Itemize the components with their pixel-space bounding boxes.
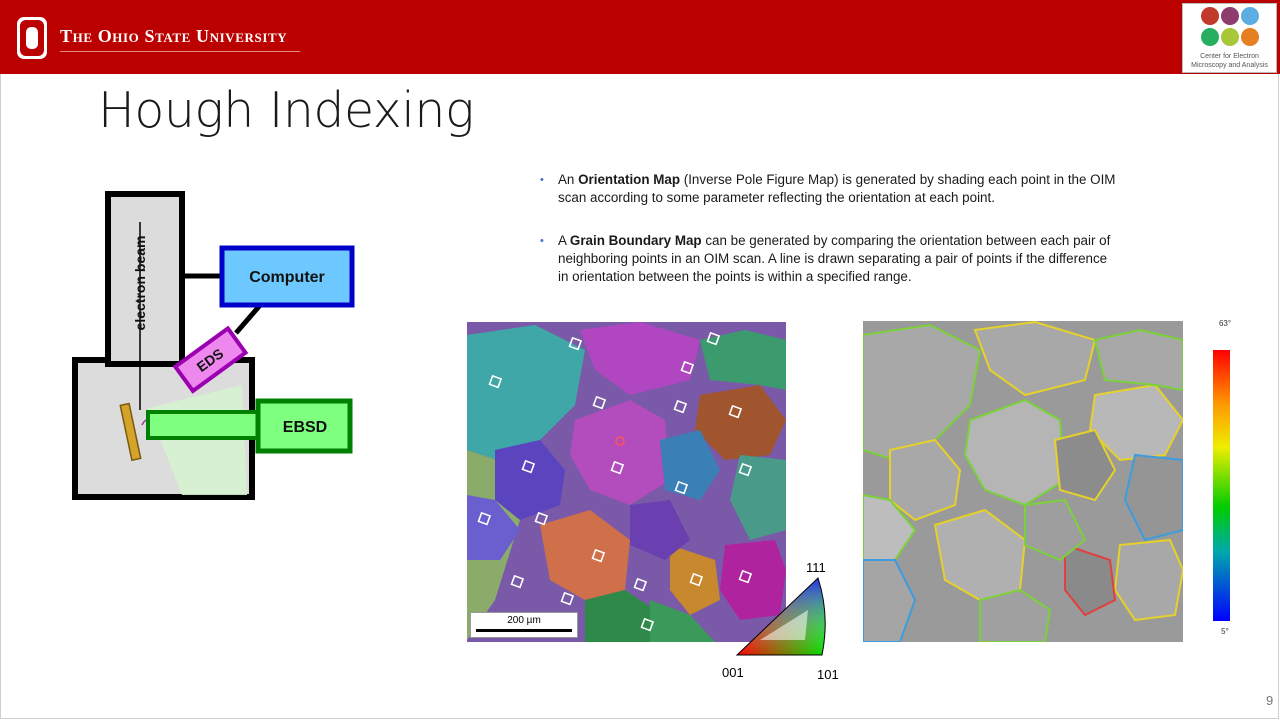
center-logo-graphic (1183, 4, 1276, 52)
page-number: 9 (1266, 693, 1274, 708)
center-logo-name: Center for Electron Microscopy and Analysis (1191, 53, 1268, 69)
bullet-dot: • (540, 174, 544, 186)
computer-label: Computer (249, 269, 325, 286)
osu-block-o-logo (16, 16, 48, 60)
ebsd-probe (148, 412, 263, 438)
ipf-color-key (735, 575, 830, 660)
eds-label: EDS (193, 345, 227, 375)
ipf-label-001: 001 (722, 665, 744, 680)
ipf-label-101: 101 (817, 667, 839, 682)
colorbar-min-label: 5° (1221, 627, 1229, 636)
header-divider (60, 51, 300, 52)
ipf-label-111: 111 (806, 560, 826, 575)
university-name: The Ohio State University (60, 26, 288, 46)
bullet-term: Grain Boundary Map (569, 233, 702, 248)
ebsd-label: EBSD (282, 419, 328, 436)
bullet-grain-boundary-map (540, 232, 1120, 304)
center-logo (1182, 3, 1277, 73)
scale-bar (470, 612, 578, 638)
bullet-text: An Orientation Map (Inverse Pole Figure Map) is generated by shading each point in the OIM scan according to some parameter reflecting the orientation at each point. (558, 172, 1116, 205)
scale-bar-label: 200 µm (507, 615, 541, 626)
electron-beam-label: electron beam (132, 235, 148, 331)
header-bar (0, 0, 1280, 74)
misorientation-colorbar (1213, 350, 1230, 621)
grain-boundary-map (863, 321, 1183, 642)
grain-outline (1095, 330, 1183, 390)
slide-title: Hough Indexing (98, 82, 474, 139)
bullet-dot: • (540, 235, 544, 247)
scale-bar-line (476, 629, 572, 632)
colorbar-max-label: 63° (1218, 319, 1232, 328)
bullet-orientation-map (540, 171, 1120, 211)
bullet-term: Orientation Map (578, 172, 681, 187)
bullet-text: A Grain Boundary Map can be generated by comparing the orientation between each pair of neighboring points in an OIM scan. A line is drawn separating a pair of points if the difference in orientation between the points is within a specified range. (558, 233, 1111, 284)
